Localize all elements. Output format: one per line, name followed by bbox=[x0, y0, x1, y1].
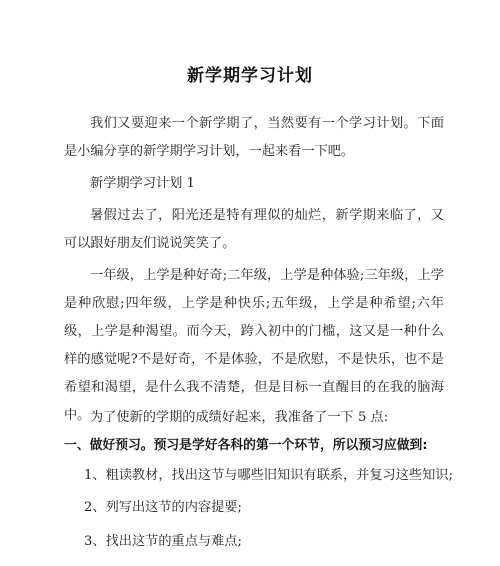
document-title: 新学期学习计划 bbox=[187, 66, 313, 86]
list-item-3: 3、找出这节的重点与难点; bbox=[84, 534, 242, 549]
paragraph-summer: 暑假过去了，阳光还是特有理似的灿烂，新学期来临了，又可以跟好朋友们说说笑笑了。 bbox=[64, 208, 444, 251]
point-one-heading: 一、做好预习。预习是学好各科的第一个环节，所以预习应做到: bbox=[64, 438, 428, 453]
section-heading: 新学期学习计划 1 bbox=[90, 176, 195, 191]
paragraph-grades: 一年级，上学是种好奇;二年级，上学是种体验;三年级，上学是种欣慰;四年级，上学是种快乐;五年级，上学是种希望;六年级，上学是种渴望。而今天，跨入初中的门槛，这又是一种什么样的感觉呢?不是好奇，不是体验，不是欣慰，不是快乐，也不是希望和渴望，是什么我不清楚，但是目标一直醒目的在我的脑海中。 bbox=[64, 268, 444, 423]
list-item-2: 2、列写出这节的内容提要; bbox=[84, 500, 242, 515]
list-item-1: 1、粗读教材，找出这节与哪些旧知识有联系，并复习这些知识; bbox=[84, 468, 453, 483]
paragraph-plan-intro: 为了使新的学期的成绩好起来，我准备了一下 5 点: bbox=[90, 410, 389, 425]
intro-paragraph: 我们又要迎来一个新学期了，当然要有一个学习计划。下面是小编分享的新学期学习计划，一起来看一下吧。 bbox=[64, 116, 444, 159]
